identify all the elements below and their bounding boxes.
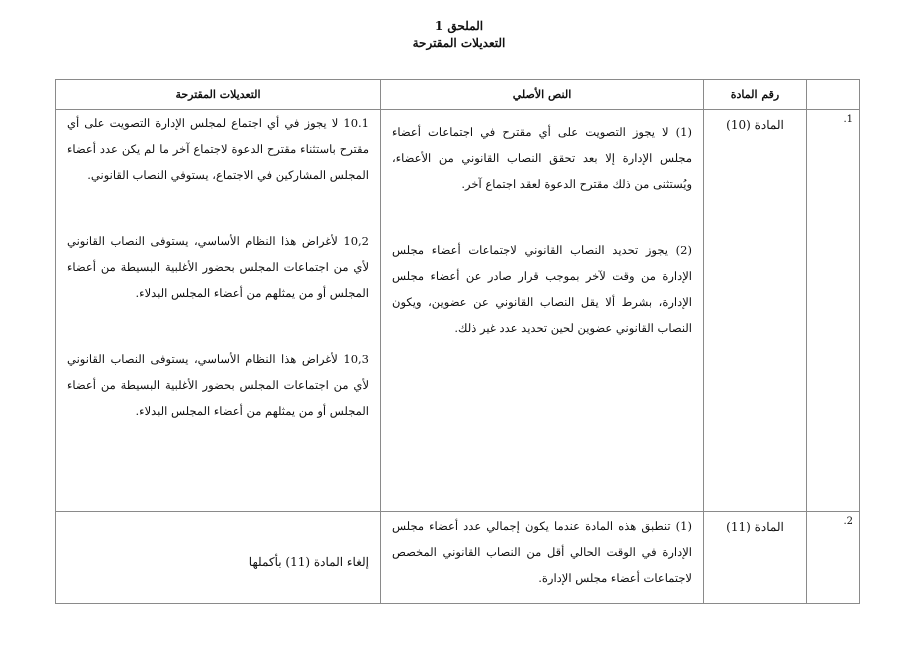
row-number: 2. [807,512,860,604]
original-paragraph: (1) تنطبق هذه المادة عندما يكون إجمالي عدد أعضاء مجلس الإدارة في الوقت الحالي أقل من النصاب القانوني المخصص لاجتماعات أعضاء مجلس الإدارة. [392,519,692,585]
proposed-text-cell [56,512,381,604]
row-number: 1. [807,110,860,512]
amendments-table [55,79,860,604]
original-paragraph: (2) يجوز تحديد النصاب القانوني لاجتماعات أعضاء مجلس الإدارة من وقت لآخر بموجب قرار صادر عن أعضاء مجلس الإدارة، بشرط ألا يقل النصاب القانوني عن عضوين، ويكون النصاب القانوني عضوين لحين تحديد عدد غير ذلك. [392,243,692,335]
proposed-paragraph: إلغاء المادة (11) بأكملها [248,555,369,569]
proposed-paragraph: 10.1 لا يجوز في أي اجتماع لمجلس الإدارة التصويت على أي مقترح باستثناء مقترح الدعوة لاجتماع آخر ما لم يكن عدد أعضاء المجلس المشاركين في الاجتماع، يستوفي النصاب القانوني. [67,116,369,182]
annex-label: الملحق 1 [434,19,484,33]
table-row [56,110,860,512]
document-title: التعديلات المقترحة [412,36,506,50]
document-header [0,18,918,52]
original-paragraph: (1) لا يجوز التصويت على أي مقترح في اجتماعات أعضاء مجلس الإدارة إلا بعد تحقق النصاب القانوني من الأعضاء، ويُستثنى من ذلك مقترح الدعوة لعقد اجتماع آخر. [392,125,692,191]
column-header-article: رقم المادة [704,80,807,110]
proposed-paragraph: 10,2 لأغراض هذا النظام الأساسي، يستوفى النصاب القانوني لأي من اجتماعات المجلس بحضور الأغلبية البسيطة من أعضاء المجلس أو من يمثلهم من أعضاء المجلس البدلاء. [67,234,369,300]
article-number: المادة (10) [704,110,807,512]
table-row [56,512,860,604]
proposed-text-cell [56,110,381,512]
table-header-row [56,80,860,110]
original-text-cell [381,512,704,604]
original-text-cell [381,110,704,512]
column-header-proposed: التعديلات المقترحة [56,80,381,110]
column-header-number [807,80,860,110]
proposed-paragraph: 10,3 لأغراض هذا النظام الأساسي، يستوفى النصاب القانوني لأي من اجتماعات المجلس بحضور الأغلبية البسيطة من أعضاء المجلس أو من يمثلهم من أعضاء المجلس البدلاء. [67,352,369,418]
article-number: المادة (11) [704,512,807,604]
column-header-original: النص الأصلي [381,80,704,110]
